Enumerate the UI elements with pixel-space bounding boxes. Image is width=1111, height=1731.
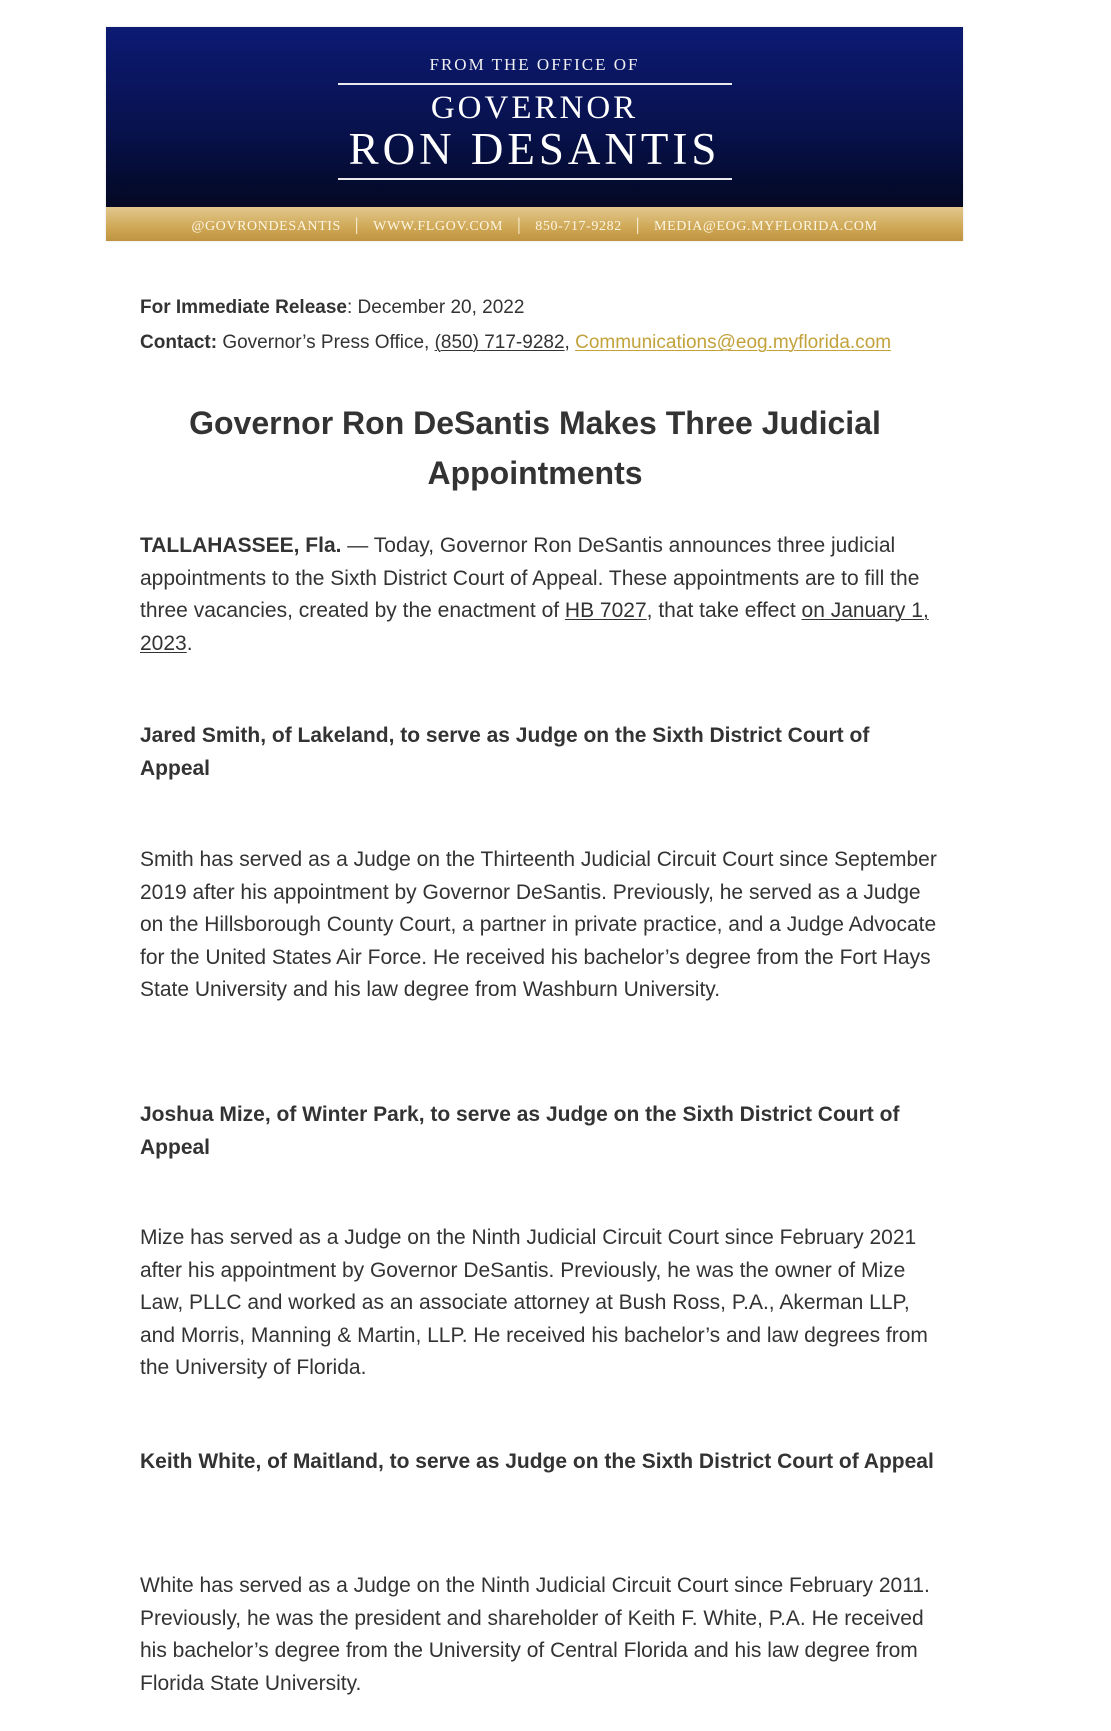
appointment-heading-mize: Joshua Mize, of Winter Park, to serve as Judge on the Sixth District Court of Appeal	[140, 1103, 900, 1159]
page-title: Governor Ron DeSantis Makes Three Judicial Appointments	[189, 405, 881, 491]
banner-header	[106, 27, 963, 207]
banner-contact-bar	[106, 207, 963, 241]
banner-separator: |	[517, 214, 522, 234]
banner-phone: 850-717-9282	[535, 219, 622, 234]
contact-line	[140, 332, 891, 354]
contact-office: Governor’s Press Office,	[217, 332, 435, 353]
banner-email: MEDIA@EOG.MYFLORIDA.COM	[654, 219, 878, 234]
banner-from-text: FROM THE OFFICE OF	[429, 55, 640, 74]
release-date-line	[140, 297, 524, 319]
intro-text-3: .	[186, 631, 193, 655]
release-label: For Immediate Release	[140, 297, 347, 318]
appointment-heading-white: Keith White, of Maitland, to serve as Judge on the Sixth District Court of Appeal	[140, 1450, 934, 1473]
appointment-bio-smith: Smith has served as a Judge on the Thirteenth Judicial Circuit Court since September 2019 after his appointment by Governor DeSantis. Previously, he served as a Judge on the Hillsborough County Court, a partner in private practice, and a Judge Advocate for the United States Air Force. He received his bachelor’s degree from the Fort Hays State University and his law degree from Washburn University.	[140, 848, 937, 1001]
contact-label: Contact:	[140, 332, 218, 353]
intro-paragraph	[140, 530, 940, 660]
banner-website: WWW.FLGOV.COM	[373, 219, 504, 234]
intro-text-2: , that take effect	[646, 599, 802, 622]
effective-date-link[interactable]: on January 1, 2023	[140, 599, 929, 655]
banner-separator: |	[635, 214, 641, 234]
banner-office-title: GOVERNOR	[430, 90, 639, 126]
contact-email-link[interactable]: Communications@eog.myflorida.com	[575, 332, 892, 353]
banner-governor-name: RON DESANTIS	[348, 124, 721, 174]
release-date: : December 20, 2022	[346, 297, 525, 318]
appointment-bio-mize: Mize has served as a Judge on the Ninth Judicial Circuit Court since February 2021 after his appointment by Governor DeSantis. Previously, he was the owner of Mize Law, PLLC and worked as an associate attorney at Bush Ross, P.A., Akerman LLP, and Morris, Manning & Martin, LLP. He received his bachelor’s and law degrees from the University of Florida.	[140, 1226, 928, 1379]
banner-bottom-rule	[338, 178, 732, 180]
banner-separator: |	[354, 214, 360, 234]
contact-phone-link[interactable]: (850) 717-9282	[434, 332, 565, 353]
bill-link[interactable]: HB 7027	[564, 599, 647, 622]
contact-comma: ,	[564, 332, 576, 353]
governor-office-banner	[106, 27, 963, 241]
appointment-bio-white: White has served as a Judge on the Ninth Judicial Circuit Court since February 2011. Previously, he was the president and shareholder of Keith F. White, P.A. He received his bachelor’s degree from the University of Central Florida and his law degree from Florida State University.	[140, 1574, 930, 1695]
banner-twitter-handle: @GOVRONDESANTIS	[191, 219, 341, 234]
dateline: TALLAHASSEE, Fla.	[140, 534, 342, 557]
appointment-heading-smith: Jared Smith, of Lakeland, to serve as Judge on the Sixth District Court of Appeal	[140, 724, 870, 780]
intro-text: — Today, Governor Ron DeSantis announces three judicial appointments to the Sixth District Court of Appeal. These appointments are to fill the three vacancies, created by the enactment of	[140, 534, 920, 622]
banner-top-rule	[338, 83, 732, 85]
